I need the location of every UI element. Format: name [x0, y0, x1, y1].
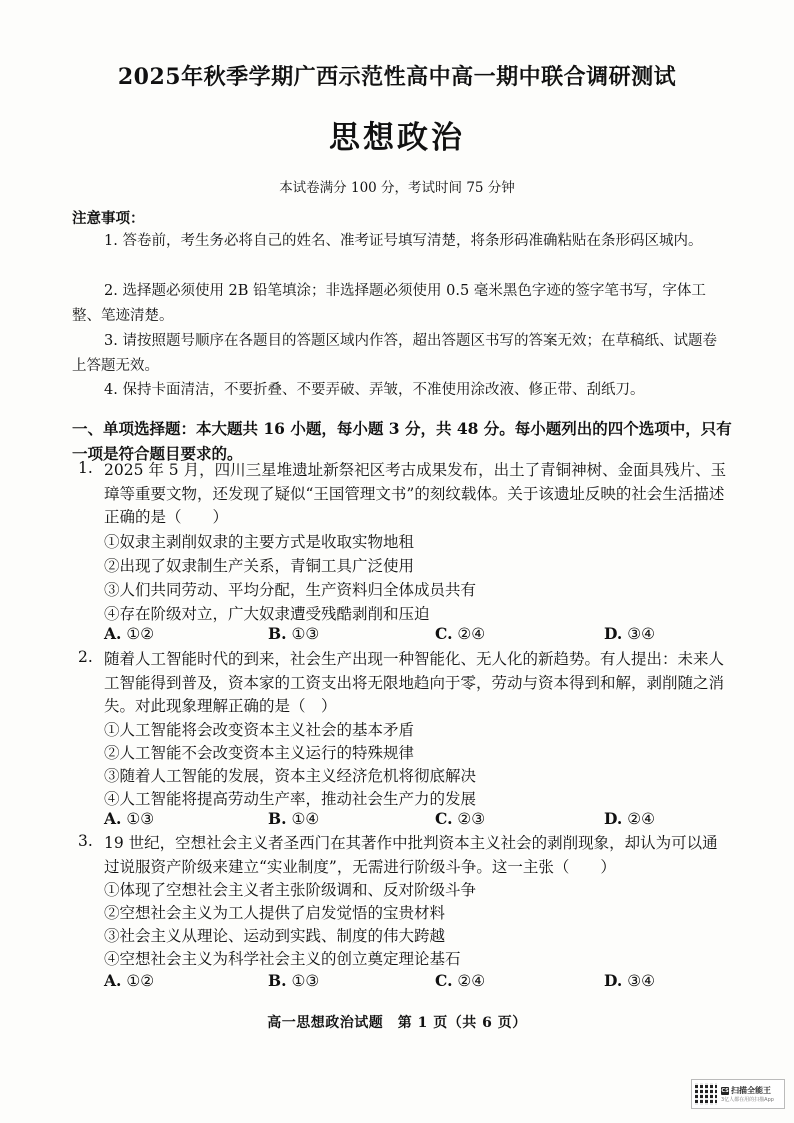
watermark-text — [721, 1085, 774, 1103]
answer-choice-b[interactable]: B. ①③ — [268, 971, 320, 990]
question-number: 3. — [78, 832, 93, 850]
exam-info: 本试卷满分 100 分，考试时间 75 分钟 — [279, 180, 515, 196]
answer-choice-d[interactable]: D. ③④ — [604, 624, 656, 643]
note-item: 3. 请按照题号顺序在各题目的答题区域内作答，超出答题区书写的答案无效；在草稿纸、试题卷上答题无效。 — [72, 333, 717, 374]
answer-choice-a[interactable]: A. ①② — [104, 971, 155, 990]
question-option: ②空想社会主义为工人提供了启发觉悟的宝贵材料 — [104, 904, 446, 922]
answer-choice-a[interactable]: A. ①③ — [104, 809, 155, 828]
question-stem: 2025 年 5 月，四川三星堆遗址新祭祀区考古成果发布，出土了青铜神树、金面具残片、玉璋等重要文物，还发现了疑似“王国管理文书”的刻纹载体。关于该遗址反映的社会生活描述正确的是（ ） — [104, 461, 727, 526]
note-item: 2. 选择题必须使用 2B 铅笔填涂；非选择题必须使用 0.5 毫米黑色字迹的签字笔书写，字体工整、笔迹清楚。 — [72, 283, 706, 324]
answer-choice-c[interactable]: C. ②③ — [435, 809, 486, 828]
answer-choice-c[interactable]: C. ②④ — [435, 624, 486, 643]
note-item: 4. 保持卡面清洁，不要折叠、不要弄破、弄皱，不准使用涂改液、修正带、刮纸刀。 — [104, 382, 645, 398]
question-option: ②出现了奴隶制生产关系，青铜工具广泛使用 — [104, 557, 415, 575]
question-option: ③人们共同劳动、平均分配，生产资料归全体成员共有 — [104, 581, 477, 599]
notes-heading: 注意事项： — [72, 210, 145, 227]
answer-choice-b[interactable]: B. ①③ — [268, 624, 320, 643]
question-option: ②人工智能不会改变资本主义运行的特殊规律 — [104, 744, 415, 762]
subject-title: 思想政治 — [329, 120, 465, 156]
question-option: ④人工智能将提高劳动生产率，推动社会生产力的发展 — [104, 790, 477, 808]
question-stem: 19 世纪，空想社会主义者圣西门在其著作中批判资本主义社会的剥削现象，却认为可以通过说服资产阶级来建立“实业制度”，无需进行阶级斗争。这一主张（ ） — [104, 834, 718, 876]
question-option: ③社会主义从理论、运动到实践、制度的伟大跨越 — [104, 927, 446, 945]
question-option: ③随着人工智能的发展，资本主义经济危机将彻底解决 — [104, 767, 477, 785]
scanner-watermark — [691, 1079, 785, 1109]
question-option: ④存在阶级对立，广大奴隶遭受残酷剥削和压迫 — [104, 605, 430, 623]
note-item: 1. 答卷前，考生务必将自己的姓名、准考证号填写清楚，将条形码准确粘贴在条形码区城内。 — [104, 233, 703, 249]
question-option: ①体现了空想社会主义者主张阶级调和、反对阶级斗争 — [104, 881, 477, 899]
watermark-subtitle: 3亿人都在用的扫描App — [721, 1097, 774, 1103]
question-stem: 随着人工智能时代的到来，社会生产出现一种智能化、无人化的新趋势。有人提出：未来人工智能得到普及，资本家的工资支出将无限地趋向于零，劳动与资本得到和解，剥削随之消失。对此现象理解正确的是（ ） — [104, 650, 725, 715]
page-footer: 高一思想政治试题 第 1 页（共 6 页） — [267, 1015, 527, 1031]
answer-choice-b[interactable]: B. ①④ — [268, 809, 320, 828]
qr-code-icon — [695, 1083, 717, 1105]
question-number: 2. — [78, 648, 93, 666]
answer-choice-d[interactable]: D. ②④ — [604, 809, 656, 828]
answer-choice-c[interactable]: C. ②④ — [435, 971, 486, 990]
watermark-brand: 扫描全能王 — [731, 1086, 771, 1095]
question-option: ①人工智能将会改变资本主义社会的基本矛盾 — [104, 721, 415, 739]
watermark-brand-row — [721, 1085, 774, 1096]
question-option: ①奴隶主剥削奴隶的主要方式是收取实物地租 — [104, 533, 415, 551]
answer-choice-a[interactable]: A. ①② — [104, 624, 155, 643]
question-option: ④空想社会主义为科学社会主义的创立奠定理论基石 — [104, 950, 461, 968]
camscanner-icon: CS — [721, 1087, 729, 1094]
question-number: 1. — [78, 459, 93, 477]
section-heading: 一、单项选择题：本大题共 16 小题，每小题 3 分，共 48 分。每小题列出的四个选项中，只有一项是符合题目要求的。 — [72, 419, 732, 463]
answer-choice-d[interactable]: D. ③④ — [604, 971, 656, 990]
exam-title: 2025年秋季学期广西示范性高中高一期中联合调研测试 — [117, 64, 677, 90]
